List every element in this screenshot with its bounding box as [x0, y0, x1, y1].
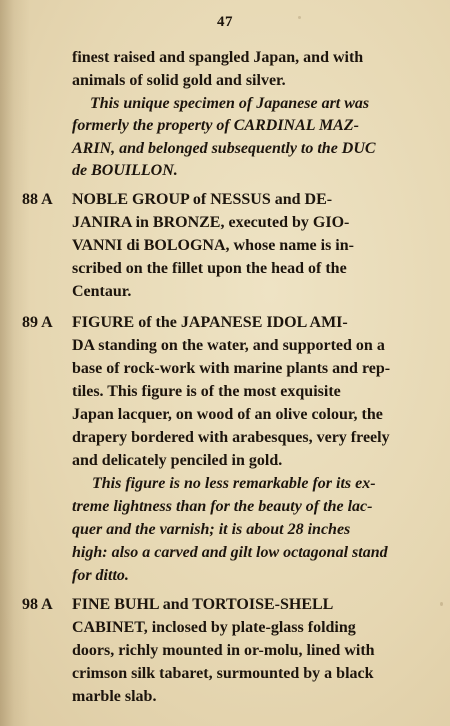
entry-line: Centaur.	[72, 283, 132, 300]
page-number: 47	[217, 14, 233, 30]
note-line: de BOUILLON.	[72, 162, 178, 179]
note-line: ARIN, and belonged subsequently to the DUC	[72, 140, 376, 157]
entry-line: tiles. This figure is of the most exquisite	[72, 383, 341, 400]
lot-number: 88 A	[22, 191, 53, 208]
entry-line: Japan lacquer, on wood of an olive colour, the	[72, 406, 383, 423]
note-line: formerly the property of CARDINAL MAZ-	[72, 117, 359, 134]
entry-line: base of rock-work with marine plants and rep-	[72, 360, 391, 377]
text-line: finest raised and spangled Japan, and with	[72, 49, 364, 66]
entry-line: JANIRA in BRONZE, executed by GIO-	[72, 214, 350, 231]
entry-line: doors, richly mounted in or-molu, lined with	[72, 642, 375, 659]
entry-line: crimson silk tabaret, surmounted by a black	[72, 665, 374, 682]
entry-line: NOBLE GROUP of NESSUS and DE-	[72, 191, 333, 208]
entry-line: FINE BUHL and TORTOISE-SHELL	[72, 596, 334, 613]
note-line: for ditto.	[72, 567, 129, 584]
note-line: high: also a carved and gilt low octagonal stand	[72, 544, 388, 561]
paper-speck	[440, 602, 443, 606]
entry-line: FIGURE of the JAPANESE IDOL AMI-	[72, 314, 348, 331]
note-line: This figure is no less remarkable for its ex-	[92, 475, 376, 492]
entry-line: marble slab.	[72, 688, 157, 705]
note-line: This unique specimen of Japanese art was	[90, 95, 370, 112]
note-line: quer and the varnish; it is about 28 inches	[72, 521, 351, 538]
entry-line: VANNI di BOLOGNA, whose name is in-	[72, 237, 354, 254]
entry-line: and delicately penciled in gold.	[72, 452, 283, 469]
note-line: treme lightness than for the beauty of the lac-	[72, 498, 373, 515]
entry-line: scribed on the fillet upon the head of the	[72, 260, 347, 277]
lot-number: 98 A	[22, 596, 53, 613]
entry-line: drapery bordered with arabesques, very freely	[72, 429, 390, 446]
entry-line: CABINET, inclosed by plate-glass folding	[72, 619, 356, 636]
entry-line: DA standing on the water, and supported on a	[72, 337, 385, 354]
text-line: animals of solid gold and silver.	[72, 72, 286, 89]
lot-number: 89 A	[22, 314, 53, 331]
